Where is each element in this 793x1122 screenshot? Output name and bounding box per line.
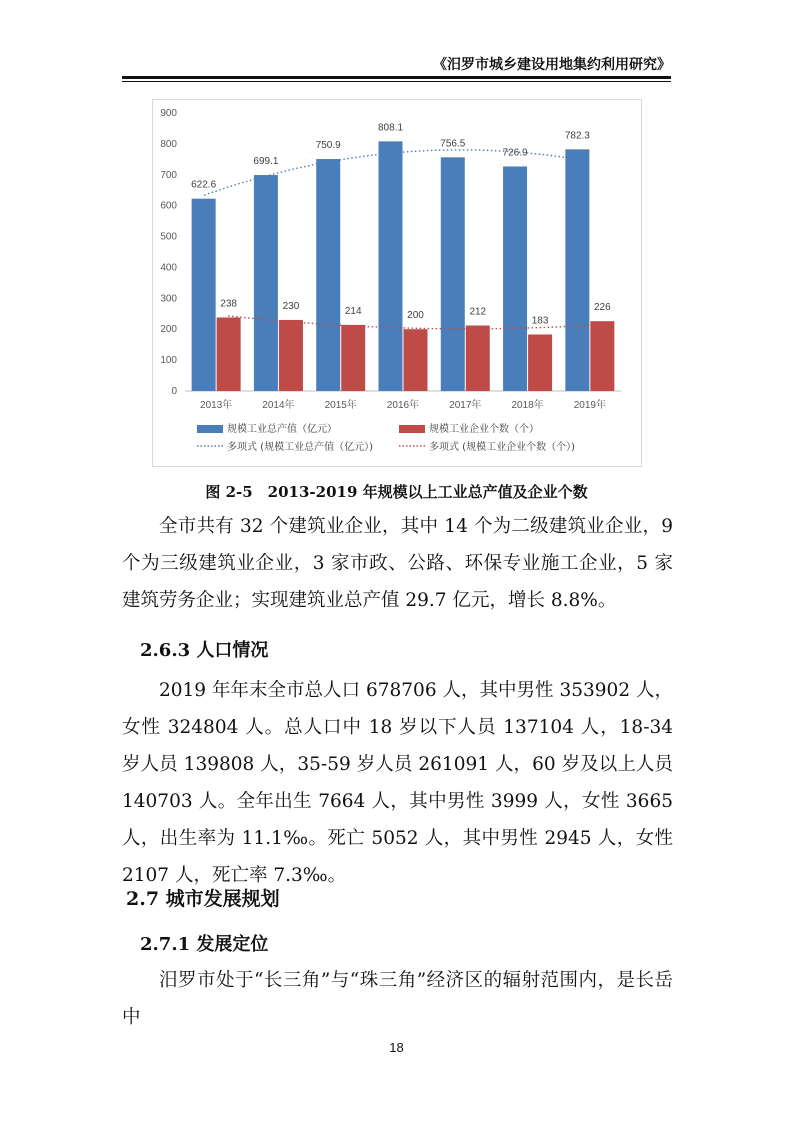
data-label: 183 bbox=[531, 315, 549, 327]
data-label: 226 bbox=[594, 302, 611, 314]
bar-enterprises bbox=[404, 329, 428, 391]
data-label: 750.9 bbox=[315, 140, 341, 152]
bar-enterprises bbox=[341, 325, 365, 391]
paragraph-population: 2019 年年末全市总人口 678706 人，其中男性 353902 人，女性 324804 人。总人口中 18 岁以下人员 137104 人，18-34 岁人员 139808 人，35-59 岁人员 261091 人，60 岁及以上人员 140703 人。全年出生 7664 人，其中男性 3999 人，女性 3665 人，出生率为 11.1‰。死亡 5052 人，其中男性 2945 人，女性 2107 人，死亡率 7.3‰。 bbox=[122, 680, 673, 886]
x-tick-label: 2018年 bbox=[511, 400, 544, 411]
legend-label-trend-enterprises: 多项式 (规模工业企业个数（个）) bbox=[429, 442, 575, 453]
legend-label-enterprises: 规模工业企业个数（个） bbox=[429, 424, 539, 435]
y-tick-label: 700 bbox=[160, 169, 177, 181]
paragraph-positioning: 汨罗市处于“长三角”与“珠三角”经济区的辐射范围内，是长岳中 bbox=[122, 970, 673, 1028]
heading-2-7: 2.7 城市发展规划 bbox=[126, 888, 280, 910]
data-label: 726.9 bbox=[502, 147, 528, 159]
page-number: 18 bbox=[389, 1040, 404, 1055]
data-label: 699.1 bbox=[253, 156, 279, 168]
data-label: 214 bbox=[344, 305, 362, 317]
y-tick-label: 800 bbox=[160, 138, 177, 150]
header-rule-thin bbox=[122, 81, 671, 82]
y-tick-label: 400 bbox=[160, 262, 177, 274]
x-tick-label: 2019年 bbox=[573, 400, 606, 411]
heading-2-6-3: 2.6.3 人口情况 bbox=[140, 640, 269, 661]
y-tick-label: 0 bbox=[171, 386, 177, 397]
bar-enterprises bbox=[590, 321, 614, 391]
x-tick-label: 2013年 bbox=[200, 400, 233, 411]
bar-output bbox=[565, 149, 589, 391]
y-tick-label: 900 bbox=[160, 108, 177, 119]
data-label: 622.6 bbox=[191, 179, 217, 191]
x-tick-label: 2016年 bbox=[386, 400, 420, 411]
bar-output bbox=[379, 141, 403, 391]
heading-2-7-1: 2.7.1 发展定位 bbox=[140, 934, 269, 955]
bar-enterprises bbox=[217, 317, 241, 391]
data-label: 230 bbox=[282, 300, 300, 312]
x-tick-label: 2017年 bbox=[449, 400, 482, 411]
y-tick-label: 300 bbox=[160, 293, 177, 305]
figure-caption: 图 2-5 2013-2019 年规模以上工业总产值及企业个数 bbox=[205, 483, 588, 501]
data-label: 808.1 bbox=[377, 122, 404, 134]
bar-enterprises bbox=[528, 334, 552, 391]
data-label: 212 bbox=[469, 306, 487, 318]
y-tick-label: 100 bbox=[160, 355, 177, 367]
legend-swatch-output bbox=[197, 425, 223, 433]
y-tick-label: 500 bbox=[160, 231, 177, 243]
bar-enterprises bbox=[279, 320, 303, 391]
bar-output bbox=[192, 199, 216, 391]
data-label: 238 bbox=[220, 298, 237, 310]
data-label: 782.3 bbox=[564, 130, 590, 142]
x-tick-label: 2014年 bbox=[262, 400, 295, 411]
paragraph-construction: 全市共有 32 个建筑业企业，其中 14 个为二级建筑业企业，9 个为三级建筑业企业，3 家市政、公路、环保专业施工企业，5 家建筑劳务企业；实现建筑业总产值 29.7 亿元，增长 8.8%。 bbox=[122, 516, 673, 611]
bar-enterprises bbox=[466, 326, 490, 391]
chart-frame bbox=[152, 99, 642, 467]
data-label: 200 bbox=[407, 310, 424, 322]
header-rule-thick bbox=[122, 76, 671, 79]
legend-label-output: 规模工业总产值（亿元） bbox=[227, 424, 337, 435]
bar-chart bbox=[153, 100, 641, 466]
y-tick-label: 200 bbox=[160, 324, 177, 336]
data-label: 756.5 bbox=[440, 138, 466, 150]
bar-output bbox=[316, 159, 340, 391]
legend-swatch-enterprises bbox=[399, 425, 425, 433]
y-tick-label: 600 bbox=[160, 200, 177, 212]
bar-output bbox=[441, 157, 465, 391]
running-header-title: 《汨罗市城乡建设用地集约利用研究》 bbox=[433, 57, 671, 73]
x-tick-label: 2015年 bbox=[324, 400, 357, 411]
bar-output bbox=[254, 175, 278, 391]
bar-output bbox=[503, 166, 527, 391]
legend-label-trend-output: 多项式 (规模工业总产值（亿元）) bbox=[227, 442, 373, 453]
